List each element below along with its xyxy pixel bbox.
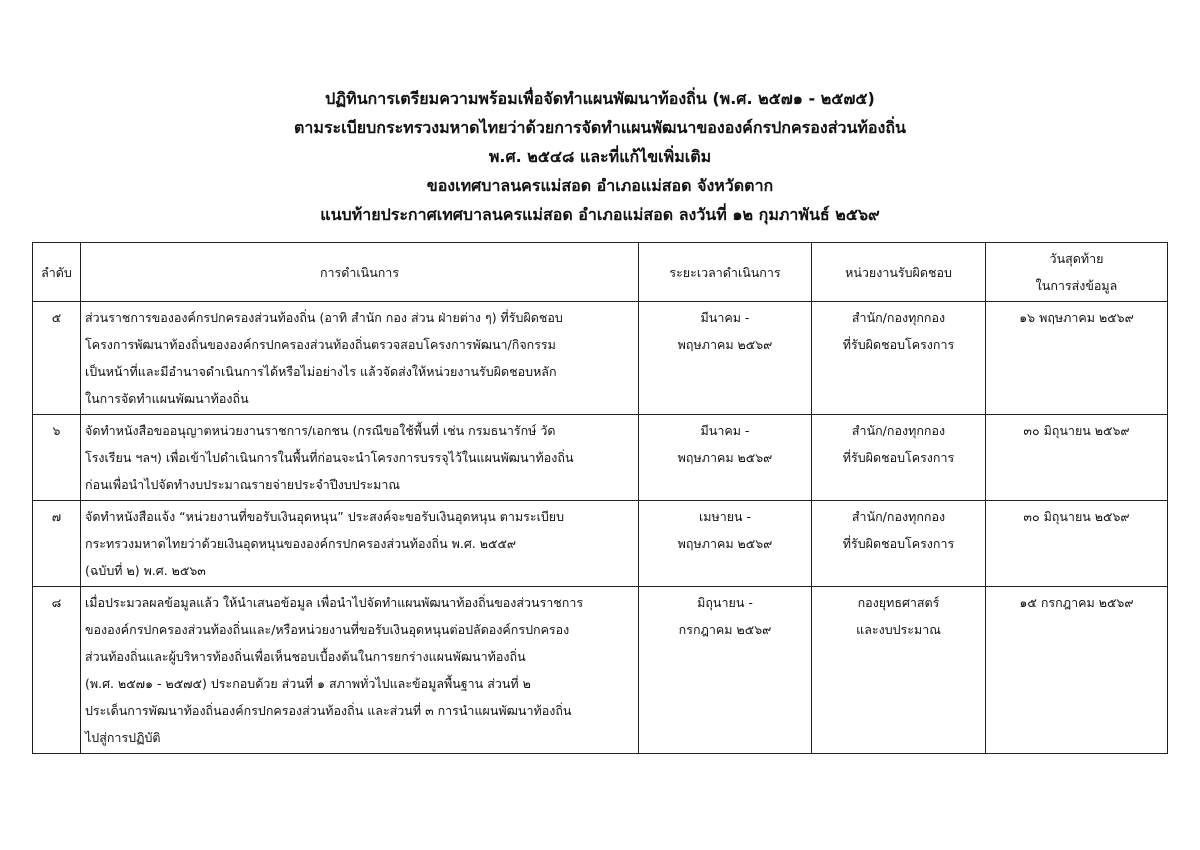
task-line: เมื่อประมวลผลข้อมูลแล้ว ให้นำเสนอข้อมูล เพื่อนำไปจัดทำแผนพัฒนาท้องถิ่นของส่วนราชการ xyxy=(85,595,584,610)
row-unit xyxy=(812,415,986,501)
unit-line: ที่รับผิดชอบโครงการ xyxy=(842,450,955,465)
task-line: ไปสู่การปฏิบัติ xyxy=(85,730,161,745)
period-line: พฤษภาคม ๒๕๖๙ xyxy=(677,536,773,551)
row-num: ๘ xyxy=(33,587,81,754)
row-unit xyxy=(812,501,986,587)
row-period xyxy=(639,302,812,415)
unit-line: สำนัก/กองทุกกอง xyxy=(851,509,946,524)
row-task xyxy=(81,302,639,415)
header-deadline xyxy=(986,243,1168,302)
task-line: ประเด็นการพัฒนาท้องถิ่นองค์กรปกครองส่วนท้องถิ่น และส่วนที่ ๓ การนำแผนพัฒนาท้องถิ่น xyxy=(85,703,572,718)
period-line: มีนาคม - xyxy=(700,423,750,438)
unit-line: ที่รับผิดชอบโครงการ xyxy=(842,337,955,352)
row-deadline: ๓๐ มิถุนายน ๒๕๖๙ xyxy=(986,501,1168,587)
title-line-5: แนบท้ายประกาศเทศบาลนครแม่สอด อำเภอแม่สอด ลงวันที่ ๑๒ กุมภาพันธ์ ๒๕๖๙ xyxy=(320,205,880,224)
task-line: ในการจัดทำแผนพัฒนาท้องถิ่น xyxy=(85,391,249,406)
task-line: ขององค์กรปกครองส่วนท้องถิ่นและ/หรือหน่วยงานที่ขอรับเงินอุดหนุนต่อปลัดองค์กรปกครอง xyxy=(85,622,570,637)
task-line: โครงการพัฒนาท้องถิ่นขององค์กรปกครองส่วนท้องถิ่นตรวจสอบโครงการพัฒนา/กิจกรรม xyxy=(85,337,556,352)
task-line: ส่วนท้องถิ่นและผู้บริหารท้องถิ่นเพื่อเห็นชอบเบื้องต้นในการยกร่างแผนพัฒนาท้องถิ่น xyxy=(85,649,526,664)
period-line: มีนาคม - xyxy=(700,310,750,325)
row-num: ๕ xyxy=(33,302,81,415)
row-period xyxy=(639,587,812,754)
task-line: (พ.ศ. ๒๕๗๑ - ๒๕๗๕) ประกอบด้วย ส่วนที่ ๑ สภาพทั่วไปและข้อมูลพื้นฐาน ส่วนที่ ๒ xyxy=(85,676,531,691)
task-line: เป็นหน้าที่และมีอำนาจดำเนินการได้หรือไม่อย่างไร แล้วจัดส่งให้หน่วยงานรับผิดชอบหลัก xyxy=(85,364,557,379)
row-task xyxy=(81,415,639,501)
row-deadline: ๑๖ พฤษภาคม ๒๕๖๙ xyxy=(986,302,1168,415)
header-deadline-line-1: วันสุดท้าย xyxy=(1049,251,1104,266)
table-row xyxy=(33,587,1168,754)
unit-line: สำนัก/กองทุกกอง xyxy=(851,310,946,325)
unit-line: กองยุทธศาสตร์ xyxy=(857,595,940,610)
header-num: ลำดับ xyxy=(33,243,81,302)
table-row xyxy=(33,415,1168,501)
period-line: กรกฎาคม ๒๕๖๙ xyxy=(678,622,772,637)
document-header xyxy=(0,84,1200,229)
row-deadline: ๑๕ กรกฎาคม ๒๕๖๙ xyxy=(986,587,1168,754)
table-row xyxy=(33,302,1168,415)
header-task: การดำเนินการ xyxy=(81,243,639,302)
row-unit xyxy=(812,587,986,754)
title-line-1: ปฏิทินการเตรียมความพร้อมเพื่อจัดทำแผนพัฒนาท้องถิ่น (พ.ศ. ๒๕๗๑ - ๒๕๗๕) xyxy=(325,89,875,108)
row-deadline: ๓๐ มิถุนายน ๒๕๖๙ xyxy=(986,415,1168,501)
header-period: ระยะเวลาดำเนินการ xyxy=(639,243,812,302)
title-line-3: พ.ศ. ๒๕๔๘ และที่แก้ไขเพิ่มเติม xyxy=(488,147,712,166)
row-num: ๖ xyxy=(33,415,81,501)
period-line: มิถุนายน - xyxy=(697,595,753,610)
row-task xyxy=(81,587,639,754)
unit-line: และงบประมาณ xyxy=(856,622,941,637)
task-line: จัดทำหนังสือแจ้ง “หน่วยงานที่ขอรับเงินอุดหนุน” ประสงค์จะขอรับเงินอุดหนุน ตามระเบียบ xyxy=(85,509,565,524)
row-task xyxy=(81,501,639,587)
task-line: กระทรวงมหาดไทยว่าด้วยเงินอุดหนุนขององค์กรปกครองส่วนท้องถิ่น พ.ศ. ๒๕๕๙ xyxy=(85,536,517,551)
header-unit: หน่วยงานรับผิดชอบ xyxy=(812,243,986,302)
title-line-4: ของเทศบาลนครแม่สอด อำเภอแม่สอด จังหวัดตาก xyxy=(426,176,774,195)
task-line: ส่วนราชการขององค์กรปกครองส่วนท้องถิ่น (อาทิ สำนัก กอง ส่วน ฝ่ายต่าง ๆ) ที่รับผิดชอบ xyxy=(85,310,563,325)
row-unit xyxy=(812,302,986,415)
period-line: เมษายน - xyxy=(698,509,752,524)
table-row xyxy=(33,501,1168,587)
title-line-2: ตามระเบียบกระทรวงมหาดไทยว่าด้วยการจัดทำแผนพัฒนาขององค์กรปกครองส่วนท้องถิ่น xyxy=(294,118,906,137)
unit-line: ที่รับผิดชอบโครงการ xyxy=(842,536,955,551)
period-line: พฤษภาคม ๒๕๖๙ xyxy=(677,337,773,352)
task-line: ก่อนเพื่อนำไปจัดทำงบประมาณรายจ่ายประจำปีงบประมาณ xyxy=(85,477,401,492)
row-period xyxy=(639,501,812,587)
task-line: โรงเรียน ฯลฯ) เพื่อเข้าไปดำเนินการในพื้นที่ก่อนจะนำโครงการบรรจุไว้ในแผนพัฒนาท้องถิ่น xyxy=(85,450,574,465)
task-line: (ฉบับที่ ๒) พ.ศ. ๒๕๖๓ xyxy=(85,563,206,578)
period-line: พฤษภาคม ๒๕๖๙ xyxy=(677,450,773,465)
row-period xyxy=(639,415,812,501)
table-header-row xyxy=(33,243,1168,302)
task-line: จัดทำหนังสือขออนุญาตหน่วยงานราชการ/เอกชน (กรณีขอใช้พื้นที่ เช่น กรมธนารักษ์ วัด xyxy=(85,423,556,438)
unit-line: สำนัก/กองทุกกอง xyxy=(851,423,946,438)
schedule-table xyxy=(32,242,1168,754)
header-deadline-line-2: ในการส่งข้อมูล xyxy=(1035,278,1118,293)
row-num: ๗ xyxy=(33,501,81,587)
